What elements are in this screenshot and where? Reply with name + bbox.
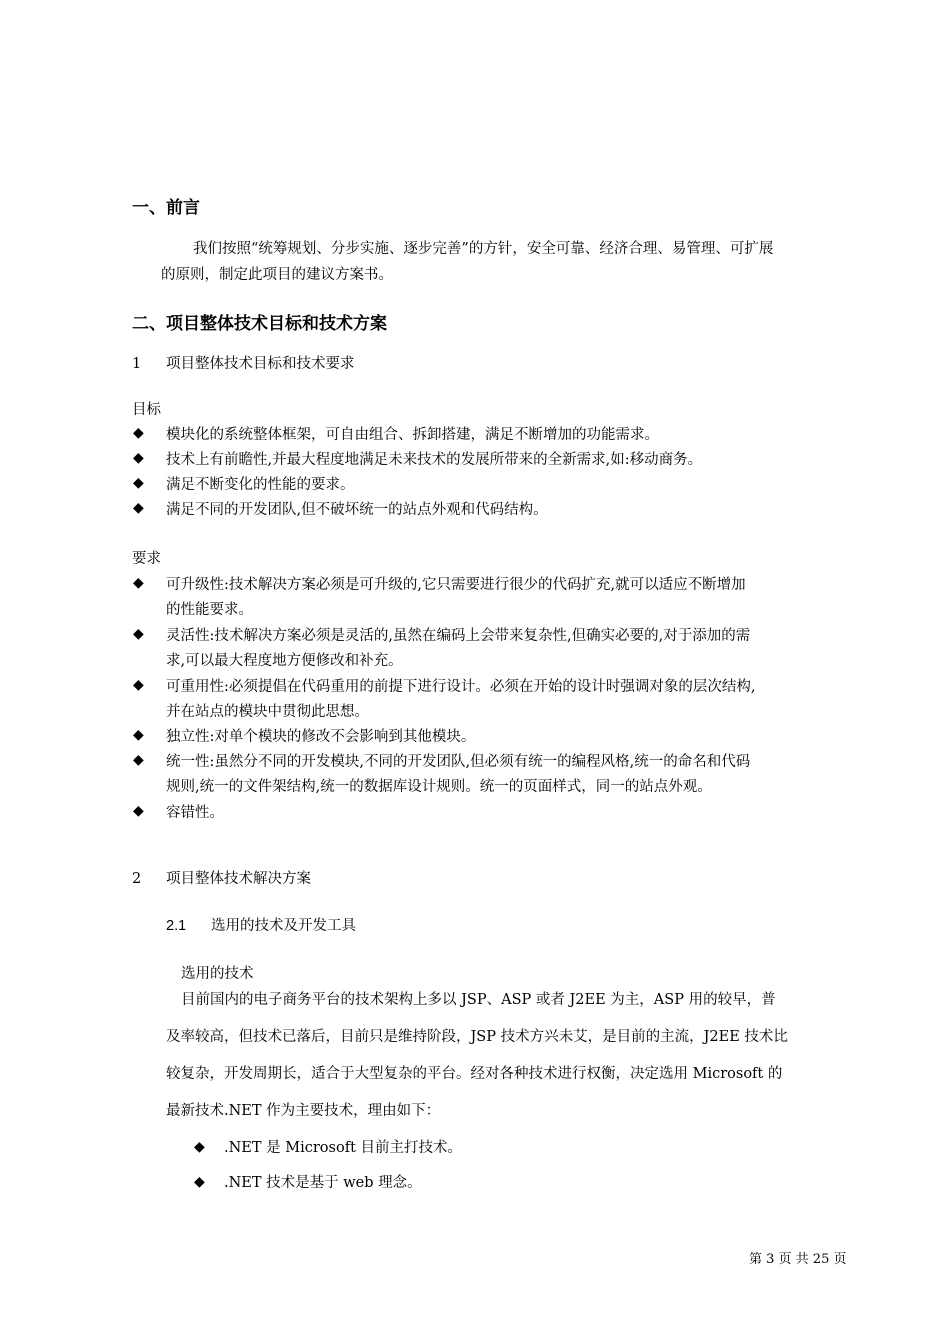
subsection-title-1: 项目整体技术目标和技术要求 [166, 356, 355, 372]
diamond-bullet-icon: ◆ [133, 575, 144, 591]
requirement-item-line2: 并在站点的模块中贯彻此思想。 [166, 704, 369, 720]
requirement-item-line1: 灵活性:技术解决方案必须是灵活的,虽然在编码上会带来复杂性,但确实必要的,对于添加的需 [166, 628, 751, 644]
subsection-number-2: 2 [132, 871, 142, 887]
requirement-item-line2: 的性能要求。 [166, 602, 253, 618]
diamond-bullet-icon: ◆ [133, 803, 144, 819]
preface-paragraph-line2: 的原则，制定此项目的建议方案书。 [161, 267, 393, 283]
subsection-number-2-1: 2.1 [166, 918, 187, 934]
diamond-bullet-icon: ◆ [194, 1174, 205, 1190]
requirements-label: 要求 [132, 551, 161, 567]
requirement-item-line1: 独立性:对单个模块的修改不会影响到其他模块。 [166, 729, 476, 745]
net-point-item: .NET 是 Microsoft 目前主打技术。 [224, 1140, 463, 1156]
net-point-item: .NET 技术是基于 web 理念。 [224, 1175, 422, 1191]
goal-item: 满足不断变化的性能的要求。 [166, 477, 355, 493]
diamond-bullet-icon: ◆ [133, 626, 144, 642]
diamond-bullet-icon: ◆ [133, 677, 144, 693]
tech-label: 选用的技术 [181, 966, 254, 982]
diamond-bullet-icon: ◆ [133, 475, 144, 491]
subsection-number-1: 1 [132, 356, 142, 372]
goals-label: 目标 [132, 402, 161, 418]
tech-paragraph-line: 目前国内的电子商务平台的技术架构上多以 JSP、ASP 或者 J2EE 为主，ASP 用的较早，普 [181, 992, 776, 1008]
diamond-bullet-icon: ◆ [133, 450, 144, 466]
section-heading-preface: 一、前言 [132, 198, 200, 218]
requirement-item-line2: 求,可以最大程度地方便修改和补充。 [166, 653, 403, 669]
diamond-bullet-icon: ◆ [133, 752, 144, 768]
requirement-item-line1: 统一性:虽然分不同的开发模块,不同的开发团队,但必须有统一的编程风格,统一的命名和代码 [166, 754, 751, 770]
goal-item: 满足不同的开发团队,但不破坏统一的站点外观和代码结构。 [166, 502, 548, 518]
diamond-bullet-icon: ◆ [133, 500, 144, 516]
diamond-bullet-icon: ◆ [133, 727, 144, 743]
requirement-item-line2: 规则,统一的文件架结构,统一的数据库设计规则。统一的页面样式，同一的站点外观。 [166, 779, 712, 795]
goal-item: 技术上有前瞻性,并最大程度地满足未来技术的发展所带来的全新需求,如:移动商务。 [166, 452, 703, 468]
requirement-item-line1: 可重用性:必须提倡在代码重用的前提下进行设计。必须在开始的设计时强调对象的层次结构, [166, 679, 756, 695]
page-number-footer: 第 3 页 共 25 页 [749, 1252, 847, 1267]
diamond-bullet-icon: ◆ [194, 1139, 205, 1155]
requirement-item-line1: 可升级性:技术解决方案必须是可升级的,它只需要进行很少的代码扩充,就可以适应不断增加 [166, 577, 746, 593]
diamond-bullet-icon: ◆ [133, 425, 144, 441]
subsection-title-2-1: 选用的技术及开发工具 [211, 918, 356, 934]
requirement-item-line1: 容错性。 [166, 805, 224, 821]
tech-paragraph-line: 及率较高，但技术已落后，目前只是维持阶段，JSP 技术方兴未艾，是目前的主流，J2EE 技术比 [166, 1029, 788, 1045]
tech-paragraph-line: 较复杂，开发周期长，适合于大型复杂的平台。经对各种技术进行权衡，决定选用 Microsoft 的 [166, 1066, 783, 1082]
preface-paragraph-line1: 我们按照“统筹规划、分步实施、逐步完善”的方针，安全可靠、经济合理、易管理、可扩展 [193, 241, 774, 257]
goal-item: 模块化的系统整体框架，可自由组合、拆卸搭建，满足不断增加的功能需求。 [166, 427, 659, 443]
subsection-title-2: 项目整体技术解决方案 [166, 871, 311, 887]
tech-paragraph-line: 最新技术.NET 作为主要技术，理由如下： [166, 1103, 441, 1119]
section-heading-technical: 二、项目整体技术目标和技术方案 [132, 314, 387, 334]
